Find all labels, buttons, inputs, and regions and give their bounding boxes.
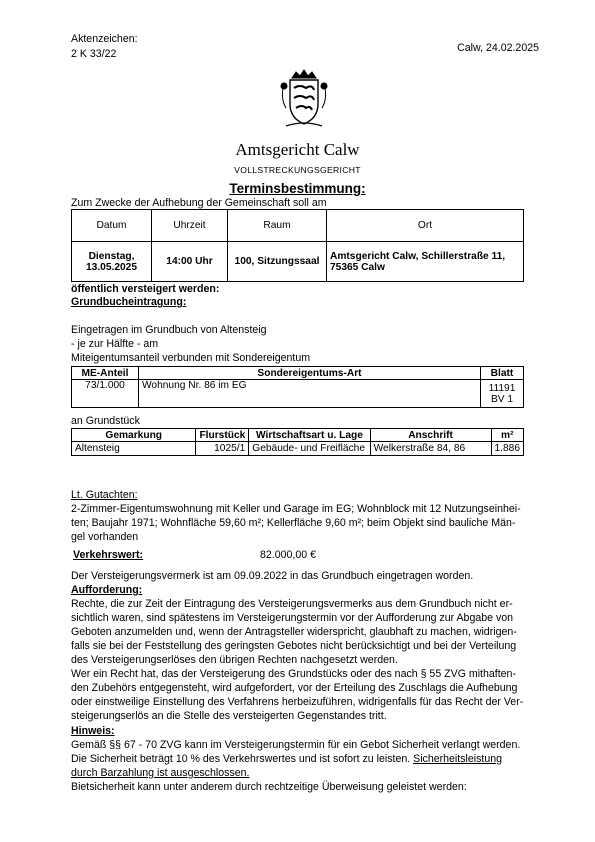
request-line-2: sichtlich waren, sind spätestens im Versteigerungstermin vor der Aufforderung zur Abgabe von bbox=[71, 612, 514, 624]
register-line-3: Miteigentumsanteil verbunden mit Sondereigentum bbox=[71, 352, 311, 364]
notice-heading: Hinweis: bbox=[71, 725, 115, 737]
header-date: Datum bbox=[72, 210, 152, 242]
appointment-place bbox=[327, 242, 524, 282]
appointment-day: 13.05.2025 bbox=[86, 261, 137, 273]
header-land-use: Wirtschaftsart u. Lage bbox=[249, 429, 370, 442]
notice-line-4: Bietsicherheit kann unter anderem durch rechtzeitige Überweisung geleistet werden: bbox=[71, 781, 467, 793]
share-table bbox=[71, 366, 524, 408]
header-parcel: Flurstück bbox=[196, 429, 249, 442]
notice-line-1: Gemäß §§ 67 - 70 ZVG kann im Versteigerungstermin für ein Gebot Sicherheit verlangt werden. bbox=[71, 739, 521, 751]
appointment-weekday: Dienstag, bbox=[88, 250, 135, 262]
request-line-3: Geboten anzumelden und, wenn der Antragsteller widerspricht, glaubhaft zu machen, widrigen- bbox=[71, 626, 517, 638]
place-date: Calw, 24.02.2025 bbox=[457, 42, 539, 54]
land-label: an Grundstück bbox=[71, 415, 140, 427]
header-share: ME-Anteil bbox=[72, 367, 139, 380]
share-type: Wohnung Nr. 86 im EG bbox=[139, 380, 481, 408]
share-sheet-number: 11191 bbox=[488, 382, 516, 394]
land-address: Welkerstraße 84, 86 bbox=[370, 442, 491, 456]
appointment-date bbox=[72, 242, 152, 282]
court-department: VOLLSTRECKUNGSGERICHT bbox=[234, 165, 361, 175]
intro-text: Zum Zwecke der Aufhebung der Gemeinschaft soll am bbox=[71, 197, 327, 209]
request-line-8: oder einstweilige Einstellung des Verfahrens herbeizuführen, widrigenfalls für das Recht der Ver- bbox=[71, 696, 524, 708]
notice-line-2 bbox=[71, 753, 502, 765]
register-heading: Grundbucheintragung: bbox=[71, 296, 187, 308]
appraisal-line-3: gel vorhanden bbox=[71, 531, 139, 543]
header-address: Anschrift bbox=[370, 429, 491, 442]
appointment-time: 14:00 Uhr bbox=[152, 242, 228, 282]
coat-of-arms-icon bbox=[278, 68, 330, 130]
header-district: Gemarkung bbox=[72, 429, 196, 442]
request-heading: Aufforderung: bbox=[71, 584, 143, 596]
share-sheet bbox=[481, 380, 524, 408]
appointment-table bbox=[71, 209, 524, 282]
register-line-1: Eingetragen im Grundbuch von Altensteig bbox=[71, 324, 267, 336]
notice-line-2-text: Die Sicherheit beträgt 10 % des Verkehrswertes und ist sofort zu leisten. bbox=[71, 753, 414, 765]
header-type: Sondereigentums-Art bbox=[139, 367, 481, 380]
file-number-label: Aktenzeichen: bbox=[71, 33, 138, 45]
land-use: Gebäude- und Freifläche bbox=[249, 442, 370, 456]
land-table bbox=[71, 428, 524, 456]
request-line-4: falls sie bei der Feststellung des geringsten Gebotes nicht berücksichtigt und bei der Verteilung bbox=[71, 640, 517, 652]
appointment-room: 100, Sitzungssaal bbox=[228, 242, 327, 282]
header-room: Raum bbox=[228, 210, 327, 242]
request-line-5: des Versteigerungserlöses den übrigen Rechten nachgesetzt werden. bbox=[71, 654, 398, 666]
appointment-place-city: 75365 Calw bbox=[330, 261, 385, 273]
notice-line-2-underlined: Sicherheitsleistung bbox=[413, 753, 503, 765]
value-amount: 82.000,00 € bbox=[260, 549, 316, 561]
share-value: 73/1.000 bbox=[72, 380, 139, 408]
register-line-2: - je zur Hälfte - am bbox=[71, 338, 159, 350]
header-area: m² bbox=[491, 429, 524, 442]
auction-text: öffentlich versteigert werden: bbox=[71, 283, 220, 295]
land-district: Altensteig bbox=[72, 442, 196, 456]
value-label: Verkehrswert: bbox=[73, 549, 144, 561]
header-place: Ort bbox=[327, 210, 524, 242]
registration-note: Der Versteigerungsvermerk ist am 09.09.2022 in das Grundbuch eingetragen worden. bbox=[71, 570, 474, 582]
land-parcel: 1025/1 bbox=[196, 442, 249, 456]
share-sheet-bv: BV 1 bbox=[490, 393, 514, 405]
land-area: 1.886 bbox=[491, 442, 524, 456]
header-time: Uhrzeit bbox=[152, 210, 228, 242]
notice-line-3: durch Barzahlung ist ausgeschlossen. bbox=[71, 767, 250, 779]
court-name: Amtsgericht Calw bbox=[235, 140, 360, 159]
header-sheet: Blatt bbox=[481, 367, 524, 380]
appraisal-line-1: 2-Zimmer-Eigentumswohnung mit Keller und Garage im EG; Wohnblock mit 12 Nutzungseinhei- bbox=[71, 503, 521, 515]
appraisal-line-2: ten; Baujahr 1971; Wohnfläche 59,60 m²; Kellerfläche 9,60 m²; beim Objekt sind bauliche Män- bbox=[71, 517, 516, 529]
file-number: 2 K 33/22 bbox=[71, 48, 117, 60]
request-line-7: den Zubehörs entgegensteht, wird aufgefordert, vor der Erteilung des Zuschlags die Aufhebung bbox=[71, 682, 518, 694]
document-title: Terminsbestimmung: bbox=[229, 181, 366, 196]
request-line-6: Wer ein Recht hat, das der Versteigerung des Grundstücks oder des nach § 55 ZVG mithaften- bbox=[71, 668, 516, 680]
request-line-1: Rechte, die zur Zeit der Eintragung des Versteigerungsvermerks aus dem Grundbuch nicht er- bbox=[71, 598, 513, 610]
request-line-9: steigerungserlös an die Stelle des versteigerten Gegenstandes tritt. bbox=[71, 710, 387, 722]
appraisal-heading: Lt. Gutachten: bbox=[71, 489, 138, 501]
appointment-place-street: Amtsgericht Calw, Schillerstraße 11, bbox=[330, 250, 506, 262]
